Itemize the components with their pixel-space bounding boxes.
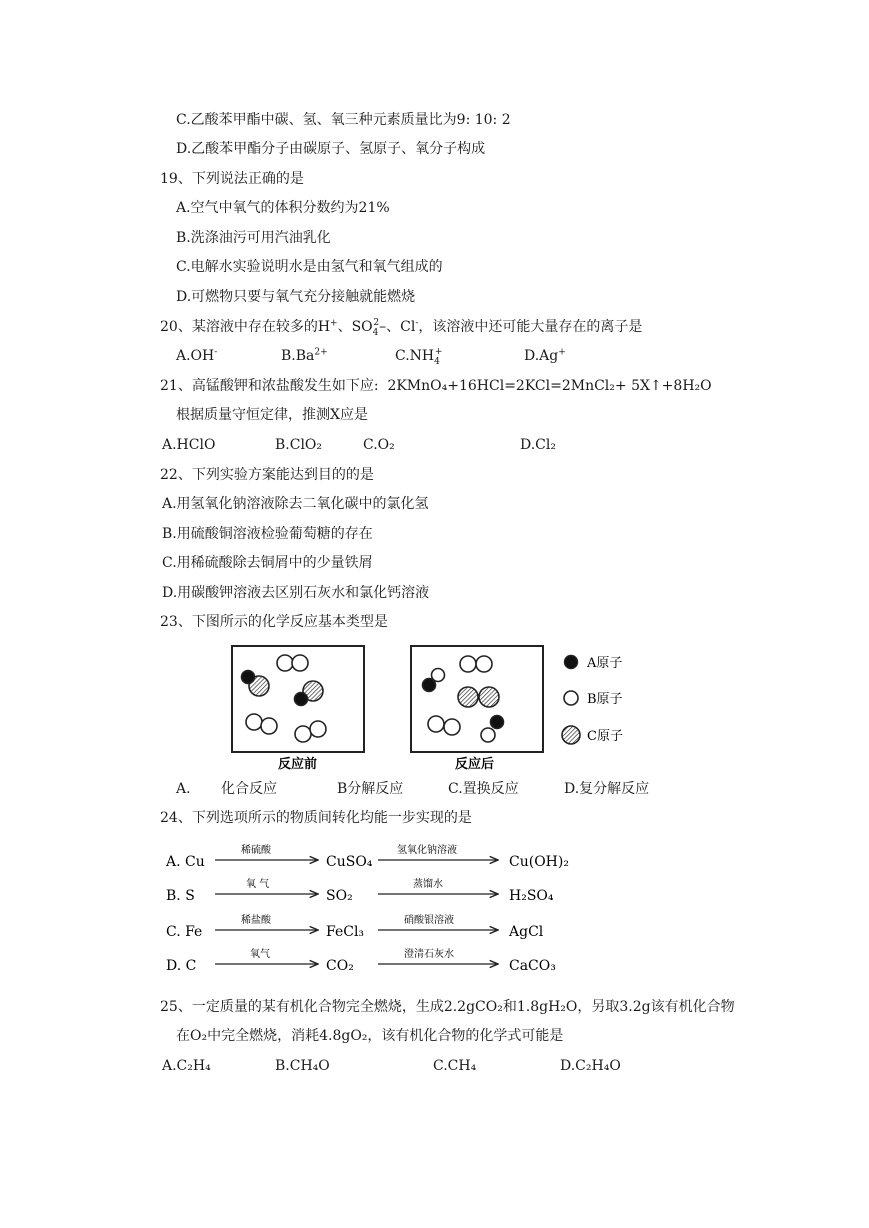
q24-row-b-mid: SO₂ [326,888,353,904]
q24-row-a-mid: CuSO₄ [326,854,373,870]
q19-option-a: A.空气中氧气的体积分数约为21% [176,200,390,216]
q20-option-a: A.OH- [176,347,218,364]
q24-row-d [166,947,556,974]
before-label: 反应前 [278,757,318,772]
q24-stem: 24、下列选项所示的物质间转化均能一步实现的是 [160,810,472,826]
q25-line2: 在O₂中完全燃烧，消耗4.8gO₂，该有机化合物的化学式可能是 [176,1028,564,1044]
q23-option-b: B分解反应 [337,781,404,797]
q24-row-d-reagent2: 澄清石灰水 [404,949,454,960]
q25-option-d: D.C₂H₄O [560,1058,621,1074]
q23-option-a-letter: A. [176,781,191,797]
q25-option-a: A.C₂H₄ [162,1058,211,1074]
q22-option-a: A.用氢氧化钠溶液除去二氧化碳中的氯化氢 [162,496,429,512]
q21-option-b: B.ClO₂ [275,437,323,453]
q23-diagram-svg [228,642,668,772]
q24-conversion-table [160,840,600,980]
q21-option-d: D.Cl₂ [520,437,556,453]
q24-row-c-reagent1: 稀盐酸 [241,915,271,926]
q23-diagram [228,642,668,772]
q25-option-c: C.CH₄ [433,1058,477,1074]
q24-row-a-end: Cu(OH)₂ [509,854,569,870]
q21-option-a: A.HClO [162,437,216,453]
q18-option-d: D.乙酸苯甲酯分子由碳原子、氢原子、氧分子构成 [176,141,486,157]
q21-option-c: C.O₂ [363,437,395,453]
q22-option-c: C.用稀硫酸除去铜屑中的少量铁屑 [162,555,373,571]
q20-option-b: $B.Ba^{2+}$ [281,347,328,364]
q20-option-d: D.Ag+ [524,347,566,364]
legend-a-label: A原子 [587,656,623,671]
q19-option-b: B.洗涤油污可用汽油乳化 [176,230,331,246]
q24-row-c-reagent2: 硝酸银溶液 [404,915,454,926]
q24-row-c-end: AgCl [509,924,544,940]
q20-stem: 20、某溶液中存在较多的H+、$SO_4^2-$、Cl-，该溶液中还可能大量存在的离子是 [160,318,643,338]
q23-option-c: C.置换反应 [448,781,519,797]
legend-c-label: C原子 [587,729,623,744]
q19-stem: 19、下列说法正确的是 [160,171,304,187]
q21-line2: 根据质量守恒定律，推测X应是 [176,407,368,423]
q20-option-c: $C.NH_4^+$ [395,347,443,367]
q22-option-d: D.用碳酸钾溶液去区别石灰水和氯化钙溶液 [162,585,430,601]
q24-row-b-reagent2: 蒸馏水 [413,879,443,890]
q24-row-c-start: C. Fe [166,924,203,940]
legend-c-symbol [562,726,580,744]
q23-option-a: 化合反应 [221,781,277,797]
q22-stem: 22、下列实验方案能达到目的的是 [160,467,374,483]
q23-stem: 23、下图所示的化学反应基本类型是 [160,614,388,630]
q24-row-a-reagent1: 稀硫酸 [241,845,271,856]
q24-row-b-end: H₂SO₄ [509,888,554,904]
legend-a-symbol [565,656,578,669]
legend-b-symbol [564,691,578,705]
q21-stem: 21、高锰酸钾和浓盐酸发生如下应: 2KMnO₄+16HCl=2KCl=2MnCl₂+ 5X↑+8H₂O [160,378,712,394]
q24-row-d-reagent1: 氧气 [250,949,270,960]
legend [562,656,623,745]
q24-row-d-mid: CO₂ [326,958,354,974]
q18-option-c: C.乙酸苯甲酯中碳、氢、氧三种元素质量比为9: 10: 2 [176,112,511,128]
q24-row-a-start: A. Cu [166,854,205,870]
q19-option-d: D.可燃物只要与氧气充分接触就能燃烧 [176,289,416,305]
q25-stem: 25、一定质量的某有机化合物完全燃烧，生成2.2gCO₂和1.8gH₂O，另取3.2g该有机化合物 [160,999,735,1015]
q24-row-a-reagent2: 氢氧化钠溶液 [397,845,457,856]
q24-row-d-start: D. C [166,958,197,974]
legend-b-label: B原子 [587,692,623,707]
q23-option-d: D.复分解反应 [564,781,650,797]
q24-row-b-start: B. S [166,888,195,904]
q24-row-b-reagent1: 氧 气 [246,879,270,890]
q19-option-c: C.电解水实验说明水是由氢气和氧气组成的 [176,259,443,275]
q24-row-a [165,843,569,870]
q24-row-d-end: CaCO₃ [509,958,556,974]
q24-row-b [166,877,554,904]
q24-row-c-mid: FeCl₃ [326,924,365,940]
q25-option-b: B.CH₄O [275,1058,330,1074]
q22-option-b: B.用硫酸铜溶液检验葡萄糖的存在 [162,526,373,542]
after-label: 反应后 [455,757,495,772]
q24-conversion-svg [160,840,600,980]
q24-row-c [166,913,544,940]
q21-equation: 2KMnO₄+16HCl=2KCl=2MnCl₂+ 5X↑+8H₂O [387,378,712,394]
